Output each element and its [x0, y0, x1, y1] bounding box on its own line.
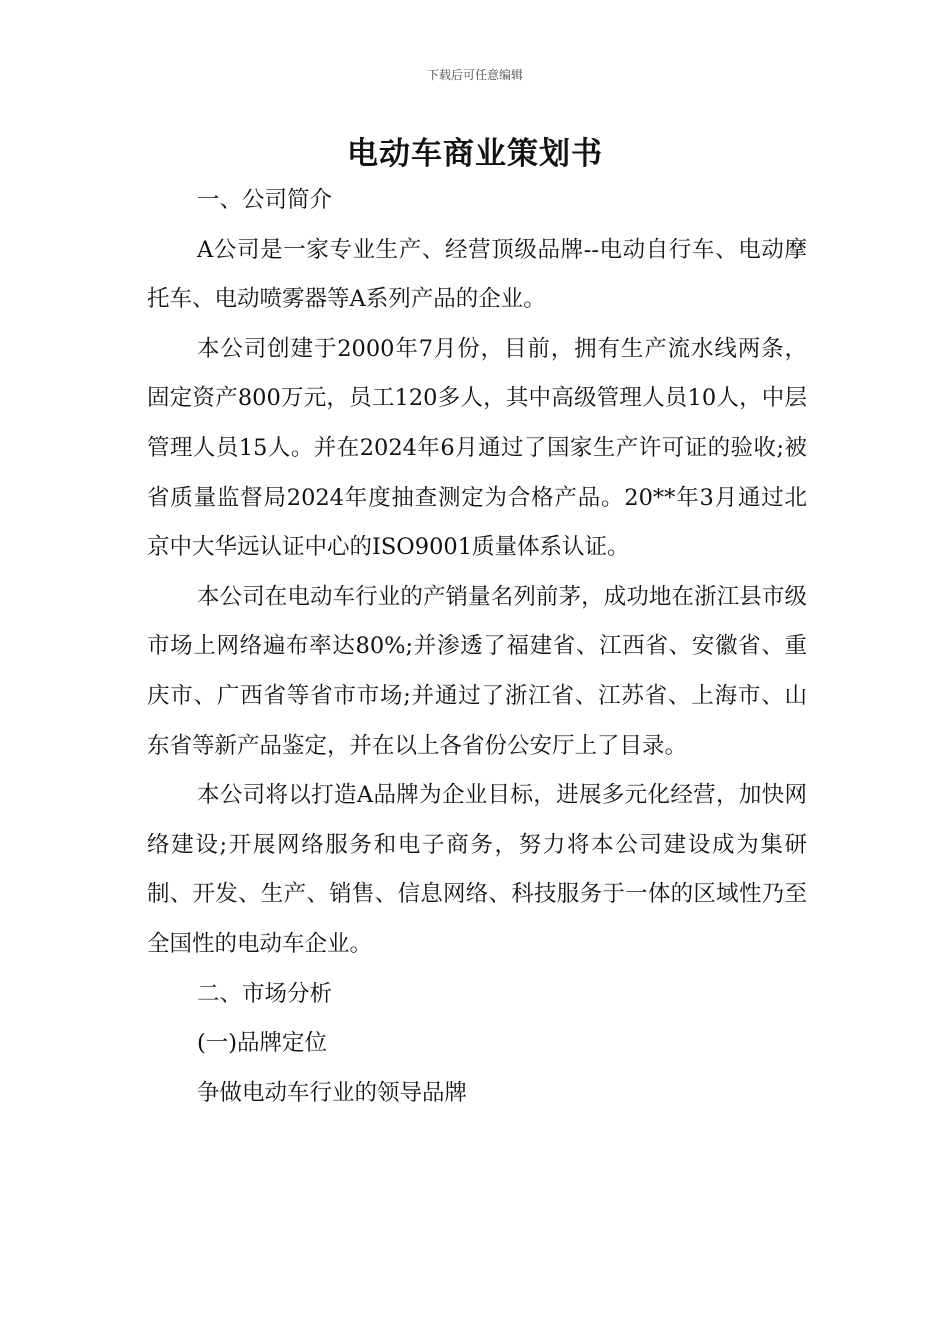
paragraph-market-position: 本公司在电动车行业的产销量名列前茅，成功地在浙江县市级市场上网络遍布率达80%;并渗透了福建省、江西省、安徽省、重庆市、广西省等省市市场;并通过了浙江省、江苏省、上海市、山东省等新产品鉴定，并在以上各省份公安厅上了目录。: [147, 583, 807, 759]
paragraph-company-overview: A公司是一家专业生产、经营顶级品牌--电动自行车、电动摩托车、电动喷雾器等A系列产品的企业。: [147, 236, 807, 313]
paragraph-company-history: 本公司创建于2000年7月份，目前，拥有生产流水线两条，固定资产800万元，员工120多人，其中高级管理人员10人，中层管理人员15人。并在2024年6月通过了国家生产许可证的验收;被省质量监督局2024年度抽查测定为合格产品。20**年3月通过北京中大华远认证中心的ISO9001质量体系认证。: [147, 335, 807, 561]
header-note: 下载后可任意编辑: [426, 68, 523, 82]
subsection-heading-brand-positioning: (一)品牌定位: [197, 1030, 328, 1057]
document-title: 电动车商业策划书: [347, 136, 603, 172]
document-body: [147, 176, 807, 1118]
paragraph-company-goals: 本公司将以打造A品牌为企业目标，进展多元化经营，加快网络建设;开展网络服务和电子商务，努力将本公司建设成为集研制、开发、生产、销售、信息网络、科技服务于一体的区域性乃至全国性的电动车企业。: [147, 782, 807, 957]
section-heading-company-intro: 一、公司简介: [197, 187, 333, 213]
section-heading-market-analysis: 二、市场分析: [197, 980, 333, 1007]
paragraph-brand-goal: 争做电动车行业的领导品牌: [197, 1079, 468, 1106]
